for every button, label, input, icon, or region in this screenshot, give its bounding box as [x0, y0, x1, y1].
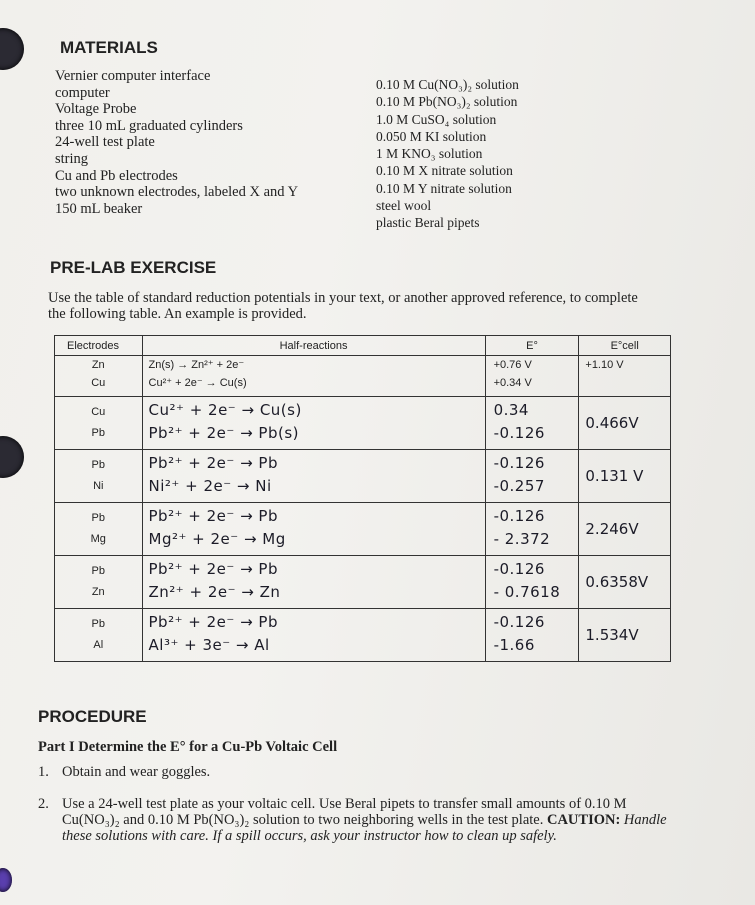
column-header-half-reactions: Half-reactions: [142, 336, 485, 356]
e0-value: -0.126: [493, 613, 545, 631]
column-header-ecell: E°cell: [579, 336, 671, 356]
e0-value: -0.126: [493, 507, 545, 525]
binder-hole: [0, 28, 24, 70]
e0-value: -0.126: [493, 424, 545, 442]
materials-list-left: [55, 68, 298, 217]
ecell-value: 0.131 V: [579, 450, 671, 503]
list-item: three 10 mL graduated cylinders: [55, 117, 243, 134]
table-row: [55, 556, 671, 609]
list-item: 0.10 M Pb(NO₃)₂ solution: [376, 94, 518, 110]
half-reaction: Ni²⁺ + 2e⁻ → Ni: [148, 477, 272, 495]
list-item: Vernier computer interface: [55, 68, 211, 84]
list-item: Cu and Pb electrodes: [55, 167, 178, 184]
binder-hole: [0, 436, 24, 478]
ecell-value: 0.466V: [579, 397, 671, 450]
electrode-cell: Ni: [93, 480, 104, 492]
electrode-cell: Pb: [91, 459, 105, 471]
binder-hole: [0, 868, 12, 892]
half-reaction: Cu²⁺ + 2e⁻ → Cu(s): [148, 377, 247, 389]
e0-value: - 0.7618: [493, 583, 561, 601]
table-row: [55, 450, 671, 503]
half-reaction: Al³⁺ + 3e⁻ → Al: [148, 636, 270, 654]
procedure-step: [38, 764, 210, 780]
list-item: two unknown electrodes, labeled X and Y: [55, 184, 299, 201]
electrode-cell: Mg: [90, 533, 106, 545]
e0-value: +0.34 V: [493, 377, 532, 389]
column-header-electrodes: Electrodes: [55, 336, 143, 356]
half-reaction: Pb²⁺ + 2e⁻ → Pb: [148, 454, 278, 472]
e0-value: -1.66: [493, 636, 535, 654]
electrode-cell: Pb: [91, 427, 105, 439]
list-item: 0.10 M Cu(NO₃)₂ solution: [376, 77, 519, 92]
list-item: 1.0 M CuSO₄ solution: [376, 111, 497, 127]
half-reaction: Pb²⁺ + 2e⁻ → Pb(s): [148, 424, 299, 442]
caution-label: CAUTION:: [546, 812, 621, 828]
materials-list-right: [376, 76, 519, 232]
step-text: Use a 24-well test plate as your voltaic cell. Use Beral pipets to transfer small amounts of 0.10 M Cu(NO₃)₂ and 0.10 M Pb(NO₃)₂ solution to two neighboring wells in the test plate.: [62, 796, 627, 828]
half-reaction: Zn²⁺ + 2e⁻ → Zn: [148, 583, 281, 601]
step-text: Obtain and wear goggles.: [62, 764, 211, 780]
half-reaction: Cu²⁺ + 2e⁻ → Cu(s): [148, 401, 302, 419]
list-item: computer: [55, 84, 110, 101]
electrode-cell: Al: [93, 639, 104, 651]
ecell-value: 2.246V: [579, 503, 671, 556]
list-item: plastic Beral pipets: [376, 215, 480, 231]
list-item: 150 mL beaker: [55, 200, 143, 217]
table-row: [55, 397, 671, 450]
electrode-cell: Zn: [91, 359, 105, 371]
half-reaction: Pb²⁺ + 2e⁻ → Pb: [148, 613, 278, 631]
half-reaction: Pb²⁺ + 2e⁻ → Pb: [148, 507, 278, 525]
table-header-row: [55, 336, 671, 356]
ecell-value: 0.6358V: [579, 556, 671, 609]
part-title: Part I Determine the E° for a Cu-Pb Voltaic Cell: [38, 739, 338, 755]
half-reaction: Pb²⁺ + 2e⁻ → Pb: [148, 560, 278, 578]
electrode-cell: Pb: [91, 565, 105, 577]
reduction-potentials-table: [54, 335, 671, 662]
column-header-e0: E°: [485, 336, 579, 356]
e0-value: -0.257: [493, 477, 545, 495]
procedure-heading: PROCEDURE: [38, 707, 147, 726]
table-row: [55, 609, 671, 662]
ecell-value: 1.534V: [579, 609, 671, 662]
electrode-cell: Cu: [91, 406, 106, 418]
e0-value: -0.126: [493, 560, 545, 578]
list-item: steel wool: [376, 198, 432, 214]
e0-value: -0.126: [493, 454, 545, 472]
list-item: 0.10 M X nitrate solution: [376, 163, 513, 179]
list-item: 0.10 M Y nitrate solution: [376, 180, 512, 196]
list-item: 0.050 M KI solution: [376, 128, 487, 144]
table-row-example: [55, 356, 671, 397]
half-reaction: Zn(s) → Zn²⁺ + 2e⁻: [148, 359, 245, 371]
e0-value: +0.76 V: [493, 359, 532, 371]
ecell-value: +1.10 V: [585, 359, 624, 371]
caution-text: Handle these solutions with care. If a spill occurs, ask your instructor how to clean up safely.: [62, 812, 667, 844]
materials-heading: MATERIALS: [60, 38, 158, 57]
prelab-instructions: Use the table of standard reduction potentials in your text, or another approved reference, to complete the following table. An example is provided.: [48, 290, 638, 322]
e0-value: - 2.372: [493, 530, 551, 548]
procedure-step: [38, 796, 678, 844]
list-item: 1 M KNO₃ solution: [376, 146, 483, 162]
electrode-cell: Zn: [91, 586, 105, 598]
list-item: string: [55, 150, 89, 167]
electrode-cell: Cu: [91, 377, 106, 389]
half-reaction: Mg²⁺ + 2e⁻ → Mg: [148, 530, 286, 548]
step-number: 1.: [38, 764, 49, 780]
prelab-heading: PRE-LAB EXERCISE: [50, 258, 217, 277]
table-row: [55, 503, 671, 556]
list-item: Voltage Probe: [55, 101, 137, 118]
list-item: 24-well test plate: [55, 134, 155, 151]
electrode-cell: Pb: [91, 512, 105, 524]
e0-value: 0.34: [493, 401, 529, 419]
step-number: 2.: [38, 796, 49, 812]
electrode-cell: Pb: [91, 618, 105, 630]
